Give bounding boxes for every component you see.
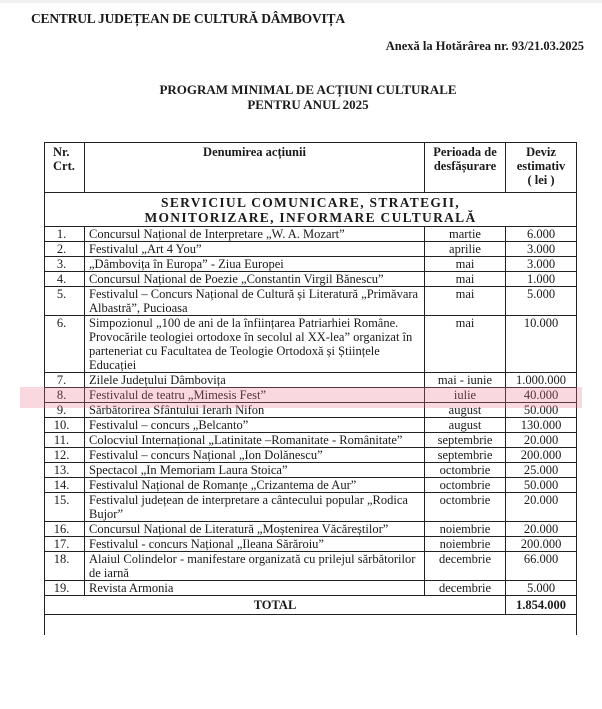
row-number: 5. — [45, 287, 85, 316]
row-number: 2. — [45, 242, 85, 257]
estimated-cost: 200.000 — [506, 537, 577, 552]
period: mai — [425, 272, 506, 287]
table-row — [45, 537, 577, 552]
estimated-cost: 3.000 — [506, 242, 577, 257]
row-number: 13. — [45, 463, 85, 478]
estimated-cost: 66.000 — [506, 552, 577, 581]
period: septembrie — [425, 433, 506, 448]
actions-table — [44, 142, 577, 635]
period: decembrie — [425, 581, 506, 596]
table-row — [45, 581, 577, 596]
row-number: 4. — [45, 272, 85, 287]
total-row — [45, 596, 577, 615]
table-row — [45, 418, 577, 433]
period: octombrie — [425, 478, 506, 493]
period: august — [425, 403, 506, 418]
row-number: 1. — [45, 227, 85, 242]
action-name: Festivalul - concurs Național „Ileana Sărăroiu” — [85, 537, 425, 552]
action-name: Festivalul – Concurs Național de Cultură și Literatură „Primăvara Albastră”, Pucioasa — [85, 287, 425, 316]
section-title: SERVICIUL COMUNICARE, STRATEGII, MONITORIZARE, INFORMARE CULTURALĂ — [45, 193, 577, 227]
total-value: 1.854.000 — [506, 596, 577, 615]
estimated-cost: 1.000 — [506, 272, 577, 287]
estimated-cost: 6.000 — [506, 227, 577, 242]
row-number: 8. — [45, 388, 85, 403]
action-name: Zilele Județului Dâmbovița — [85, 373, 425, 388]
table-header-row — [45, 143, 577, 193]
top-divider — [0, 0, 602, 3]
table-row — [45, 227, 577, 242]
estimated-cost: 3.000 — [506, 257, 577, 272]
row-number: 19. — [45, 581, 85, 596]
period: noiembrie — [425, 522, 506, 537]
estimated-cost: 20.000 — [506, 433, 577, 448]
period: decembrie — [425, 552, 506, 581]
period: aprilie — [425, 242, 506, 257]
action-name: Festivalul de teatru „Mimesis Fest” — [85, 388, 425, 403]
table-row — [45, 433, 577, 448]
row-number: 15. — [45, 493, 85, 522]
organization-name: CENTRUL JUDEȚEAN DE CULTURĂ DÂMBOVIȚA — [31, 11, 345, 26]
estimated-cost: 10.000 — [506, 316, 577, 373]
table-row — [45, 493, 577, 522]
row-number: 12. — [45, 448, 85, 463]
action-name: Concursul Național de Literatură „Moștenirea Văcăreștilor” — [85, 522, 425, 537]
total-label: TOTAL — [45, 596, 506, 615]
header-nr: Nr. Crt. — [45, 143, 85, 193]
row-number: 16. — [45, 522, 85, 537]
title-line-1: PROGRAM MINIMAL DE ACȚIUNI CULTURALE — [159, 82, 457, 97]
table-row — [45, 373, 577, 388]
table-row — [45, 242, 577, 257]
row-number: 6. — [45, 316, 85, 373]
row-number: 9. — [45, 403, 85, 418]
period: mai - iunie — [425, 373, 506, 388]
action-name: Sărbătorirea Sfântului Ierarh Nifon — [85, 403, 425, 418]
table-row — [45, 388, 577, 403]
period: iulie — [425, 388, 506, 403]
table-row — [45, 257, 577, 272]
estimated-cost: 20.000 — [506, 522, 577, 537]
estimated-cost: 50.000 — [506, 403, 577, 418]
period: septembrie — [425, 448, 506, 463]
row-number: 14. — [45, 478, 85, 493]
estimated-cost: 20.000 — [506, 493, 577, 522]
action-name: Colocviul Internațional „Latinitate –Romanitate - Românitate” — [85, 433, 425, 448]
period: octombrie — [425, 463, 506, 478]
table-row — [45, 552, 577, 581]
action-name: Festivalul „Art 4 You” — [85, 242, 425, 257]
row-number: 7. — [45, 373, 85, 388]
table-row — [45, 478, 577, 493]
header-name: Denumirea acțiunii — [85, 143, 425, 193]
action-name: Festivalul – concurs „Belcanto” — [85, 418, 425, 433]
table-row — [45, 287, 577, 316]
table-row — [45, 272, 577, 287]
estimated-cost: 40.000 — [506, 388, 577, 403]
estimated-cost: 1.000.000 — [506, 373, 577, 388]
blank-row — [45, 615, 577, 636]
period: noiembrie — [425, 537, 506, 552]
action-name: Simpozionul „100 de ani de la înființarea Patriarhiei Române. Provocările teologiei ortodoxe în secolul al XX-lea” organizat în parteneriat cu Facultatea de Teologie Ortodoxă și Științele Educației — [85, 316, 425, 373]
estimated-cost: 200.000 — [506, 448, 577, 463]
table-row — [45, 316, 577, 373]
action-name: Revista Armonia — [85, 581, 425, 596]
action-name: Concursul Național de Interpretare „W. A. Mozart” — [85, 227, 425, 242]
period: mai — [425, 316, 506, 373]
title-line-2: PENTRU ANUL 2025 — [247, 97, 369, 112]
estimated-cost: 130.000 — [506, 418, 577, 433]
action-name: „Dâmbovița în Europa” - Ziua Europei — [85, 257, 425, 272]
document-title — [0, 82, 602, 112]
table-row — [45, 403, 577, 418]
estimated-cost: 25.000 — [506, 463, 577, 478]
estimated-cost: 5.000 — [506, 287, 577, 316]
row-number: 17. — [45, 537, 85, 552]
row-number: 10. — [45, 418, 85, 433]
row-number: 18. — [45, 552, 85, 581]
action-name: Alaiul Colindelor - manifestare organizată cu prilejul sărbătorilor de iarnă — [85, 552, 425, 581]
table-row — [45, 448, 577, 463]
action-name: Concursul Național de Poezie „Constantin Virgil Bănescu” — [85, 272, 425, 287]
table-row — [45, 522, 577, 537]
row-number: 3. — [45, 257, 85, 272]
action-name: Festivalul – concurs Național „Ion Dolănescu” — [85, 448, 425, 463]
period: mai — [425, 287, 506, 316]
estimated-cost: 50.000 — [506, 478, 577, 493]
header-period: Perioada de desfășurare — [425, 143, 506, 193]
section-row — [45, 193, 577, 227]
table-row — [45, 463, 577, 478]
header-cost: Deviz estimativ ( lei ) — [506, 143, 577, 193]
annex-reference: Anexă la Hotărârea nr. 93/21.03.2025 — [385, 39, 584, 53]
action-name: Spectacol „In Memoriam Laura Stoica” — [85, 463, 425, 478]
period: august — [425, 418, 506, 433]
row-number: 11. — [45, 433, 85, 448]
action-name: Festivalul județean de interpretare a cântecului popular „Rodica Bujor” — [85, 493, 425, 522]
period: mai — [425, 257, 506, 272]
estimated-cost: 5.000 — [506, 581, 577, 596]
action-name: Festivalul Național de Romanțe „Crizantema de Aur” — [85, 478, 425, 493]
period: martie — [425, 227, 506, 242]
period: octombrie — [425, 493, 506, 522]
